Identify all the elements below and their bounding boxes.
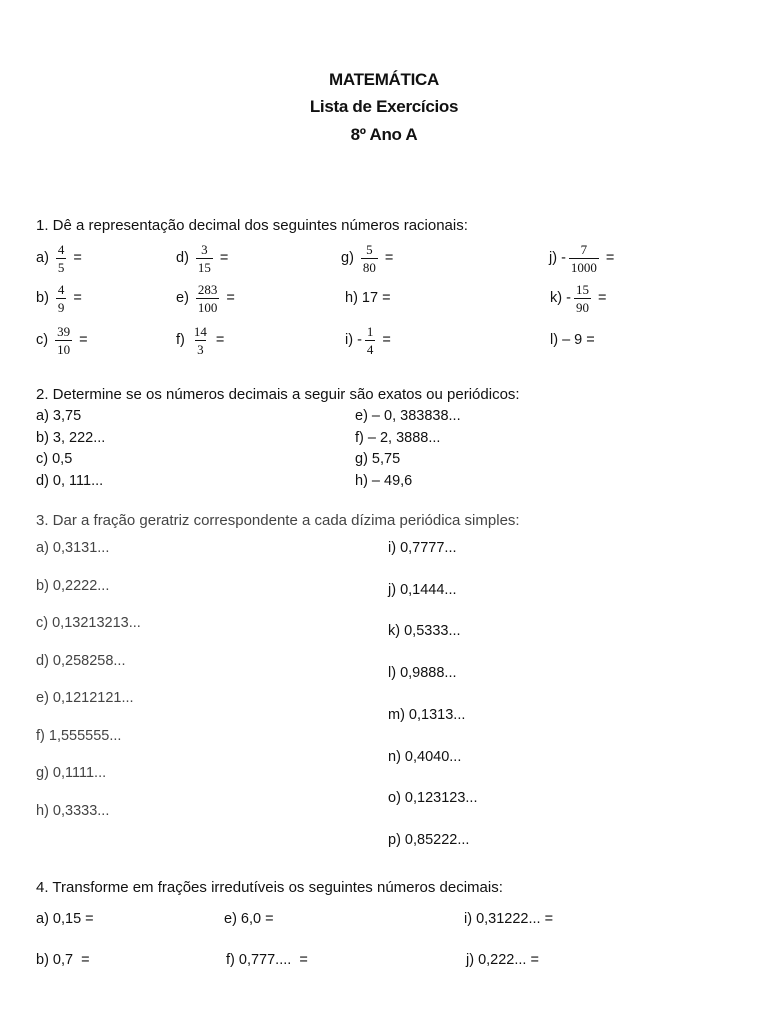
q1-item-text: l) – 9 = [550, 332, 595, 348]
q1-item [36, 280, 82, 316]
fraction [196, 242, 213, 275]
question-4-title: 4. Transforme em frações irredutíveis os seguintes números decimais: [36, 879, 503, 896]
q3-item: b) 0,2222... [36, 577, 110, 594]
q1-item-label: c) [36, 332, 49, 348]
q1-item [176, 240, 228, 276]
fraction [574, 282, 591, 315]
q1-item [550, 322, 595, 358]
fraction [361, 242, 378, 275]
page-class: 8º Ano A [350, 125, 418, 144]
page-subtitle: Lista de Exercícios [309, 97, 459, 116]
q1-item-label: k) [550, 290, 563, 306]
q2-item: a) 3,75 [36, 408, 82, 424]
q3-item: o) 0,123123... [388, 790, 478, 807]
q1-item-label: g) [341, 250, 354, 266]
fraction-numerator: 7 [580, 241, 588, 257]
equals-sign: = [605, 250, 615, 266]
equals-sign: = [215, 332, 225, 348]
q1-item-label: i) [345, 332, 354, 348]
fraction [56, 282, 67, 315]
fraction-numerator: 4 [57, 241, 65, 257]
q1-item-sign: - [561, 250, 566, 266]
q1-item-label: a) [36, 250, 49, 266]
equals-sign: = [219, 250, 229, 266]
fraction [365, 324, 376, 357]
q3-item: k) 0,5333... [388, 623, 461, 640]
question-2-title: 2. Determine se os números decimais a seguir são exatos ou periódicos: [36, 386, 520, 403]
fraction-numerator: 4 [57, 281, 65, 297]
q3-item: f) 1,555555... [36, 727, 122, 744]
equals-sign: = [384, 250, 394, 266]
q2-item: b) 3, 222... [36, 429, 106, 446]
fraction-numerator: 1 [366, 323, 374, 339]
q2-item: f) – 2, 3888... [355, 429, 441, 446]
fraction-denominator: 4 [366, 341, 374, 357]
fraction [56, 242, 67, 275]
q2-item: e) – 0, 383838... [355, 408, 461, 424]
fraction-denominator: 5 [57, 259, 65, 275]
fraction-denominator: 10 [57, 341, 71, 357]
fraction-numerator: 14 [193, 323, 207, 339]
q3-item: d) 0,258258... [36, 652, 126, 669]
q1-item-label: b) [36, 290, 49, 306]
fraction-numerator: 5 [366, 241, 373, 257]
q1-item [345, 322, 391, 358]
q1-item-label: d) [176, 250, 189, 266]
fraction-denominator: 9 [57, 299, 65, 315]
equals-sign: = [73, 250, 82, 266]
fraction [569, 242, 599, 275]
q1-item-label: f) [176, 332, 185, 348]
q3-item: l) 0,9888... [388, 665, 457, 682]
q1-item [36, 240, 82, 276]
q1-item [549, 240, 614, 276]
q4-item: a) 0,15 = [36, 911, 94, 927]
fraction [55, 324, 72, 357]
q3-item: h) 0,3333... [36, 802, 110, 819]
page-title: MATEMÁTICA [329, 70, 439, 89]
q1-item-label: e) [176, 290, 189, 306]
fraction-denominator: 15 [197, 259, 211, 275]
q2-item: g) 5,75 [355, 451, 401, 468]
q1-item [176, 322, 224, 358]
q3-item: e) 0,1212121... [36, 690, 134, 706]
q3-item: n) 0,4040... [388, 748, 462, 765]
equals-sign: = [79, 332, 88, 348]
q1-item [36, 322, 88, 358]
q3-item: m) 0,1313... [388, 706, 466, 723]
q4-item: j) 0,222... = [466, 952, 539, 968]
q3-item: j) 0,1444... [388, 581, 457, 598]
q3-item: a) 0,3131... [36, 540, 110, 556]
q1-item-sign: - [357, 332, 362, 348]
q4-item: e) 6,0 = [224, 911, 274, 927]
equals-sign: = [382, 332, 391, 348]
q3-item: c) 0,13213213... [36, 615, 141, 631]
question-3-title: 3. Dar a fração geratriz correspondente a cada dízima periódica simples: [36, 512, 520, 529]
fraction [192, 324, 209, 357]
q4-item: i) 0,31222... = [464, 911, 554, 927]
q3-item: g) 0,1111... [36, 765, 107, 781]
equals-sign: = [226, 290, 235, 306]
q2-item: d) 0, 111... [36, 473, 104, 490]
q1-item [176, 280, 235, 316]
fraction-numerator: 283 [197, 281, 218, 297]
fraction-denominator: 90 [575, 299, 589, 315]
q4-item: b) 0,7 = [36, 952, 90, 968]
q3-item: p) 0,85222... [388, 831, 470, 848]
fraction [196, 282, 220, 315]
q1-item [345, 280, 391, 316]
q1-item-label: j) [549, 250, 558, 266]
fraction-denominator: 100 [197, 299, 218, 315]
q2-item: c) 0,5 [36, 451, 73, 468]
fraction-denominator: 1000 [570, 259, 597, 275]
equals-sign: = [73, 290, 82, 306]
q1-item [550, 280, 606, 316]
q4-item: f) 0,777.... = [226, 952, 308, 968]
q1-item-sign: - [566, 290, 571, 306]
q2-item: h) – 49,6 [355, 473, 413, 490]
question-1-title: 1. Dê a representação decimal dos seguintes números racionais: [36, 217, 468, 234]
fraction-denominator: 3 [197, 341, 204, 357]
q1-item-text: h) 17 = [345, 290, 391, 306]
q3-item: i) 0,7777... [388, 540, 457, 556]
fraction-numerator: 39 [57, 323, 71, 339]
fraction-denominator: 80 [362, 259, 376, 275]
equals-sign: = [597, 290, 607, 306]
q1-item [341, 240, 393, 276]
fraction-numerator: 3 [201, 241, 208, 257]
fraction-numerator: 15 [575, 281, 589, 297]
